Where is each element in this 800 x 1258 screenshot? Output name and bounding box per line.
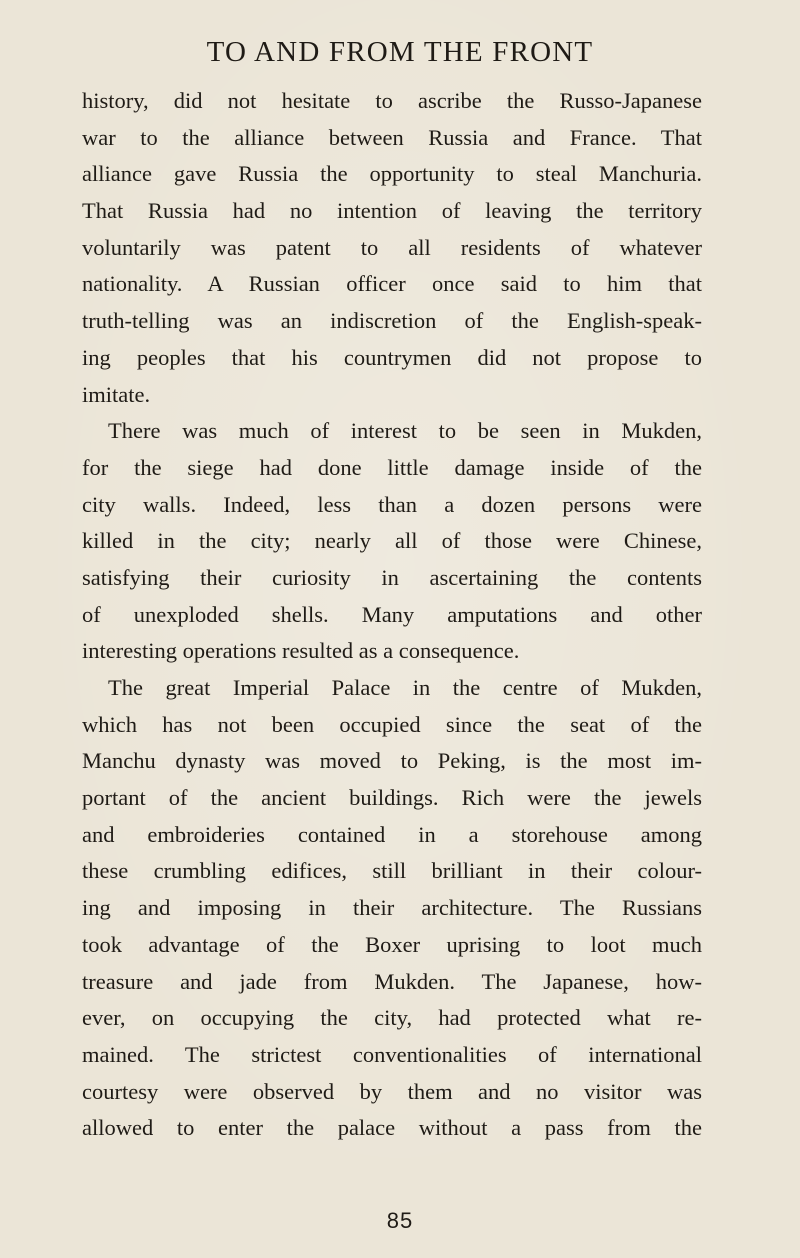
text-line: these crumbling edifices, still brilliant in their colour- — [82, 858, 702, 884]
text-line: The great Imperial Palace in the centre of Mukden, — [108, 675, 702, 700]
text-line: city walls. Indeed, less than a dozen persons were — [82, 491, 702, 517]
text-line: There was much of interest to be seen in Mukden, — [108, 418, 702, 444]
body-text — [82, 83, 702, 1147]
text-line: truth-telling was an indiscretion of the English-speak- — [82, 308, 702, 334]
text-line: portant of the ancient buildings. Rich were the jewels — [82, 785, 702, 811]
running-head: TO AND FROM THE FRONT — [206, 36, 594, 68]
text-line: interesting operations resulted as a consequence. — [82, 638, 520, 664]
text-line: imitate. — [82, 381, 151, 407]
text-line: Manchu dynasty was moved to Peking, is the most im- — [82, 748, 702, 774]
text-line: which has not been occupied since the seat of the — [82, 711, 702, 737]
text-line: and embroideries contained in a storehouse among — [82, 821, 702, 847]
text-line: for the siege had done little damage inside of the — [82, 454, 702, 480]
text-line: of unexploded shells. Many amputations and other — [82, 601, 702, 627]
text-line: ing peoples that his countrymen did not propose to — [82, 344, 702, 370]
text-line: ing and imposing in their architecture. The Russians — [82, 895, 702, 921]
text-line: killed in the city; nearly all of those were Chinese, — [82, 528, 702, 554]
text-line: history, did not hesitate to ascribe the Russo-Japanese — [82, 88, 702, 113]
text-line: took advantage of the Boxer uprising to loot much — [82, 931, 702, 957]
text-line: allowed to enter the palace without a pass from the — [82, 1115, 702, 1141]
text-line: nationality. A Russian officer once said to him that — [82, 271, 702, 297]
page-number: 85 — [386, 1208, 414, 1233]
text-line: courtesy were observed by them and no visitor was — [82, 1078, 702, 1104]
text-line: satisfying their curiosity in ascertaining the contents — [82, 564, 702, 590]
text-line: alliance gave Russia the opportunity to steal Manchuria. — [82, 161, 702, 187]
text-line: voluntarily was patent to all residents of whatever — [82, 234, 702, 260]
text-line: That Russia had no intention of leaving the territory — [82, 198, 702, 224]
text-line: mained. The strictest conventionalities of international — [82, 1041, 702, 1067]
text-line: treasure and jade from Mukden. The Japanese, how- — [82, 968, 702, 994]
text-line: war to the alliance between Russia and France. That — [82, 124, 702, 150]
text-line: ever, on occupying the city, had protected what re- — [82, 1005, 702, 1031]
